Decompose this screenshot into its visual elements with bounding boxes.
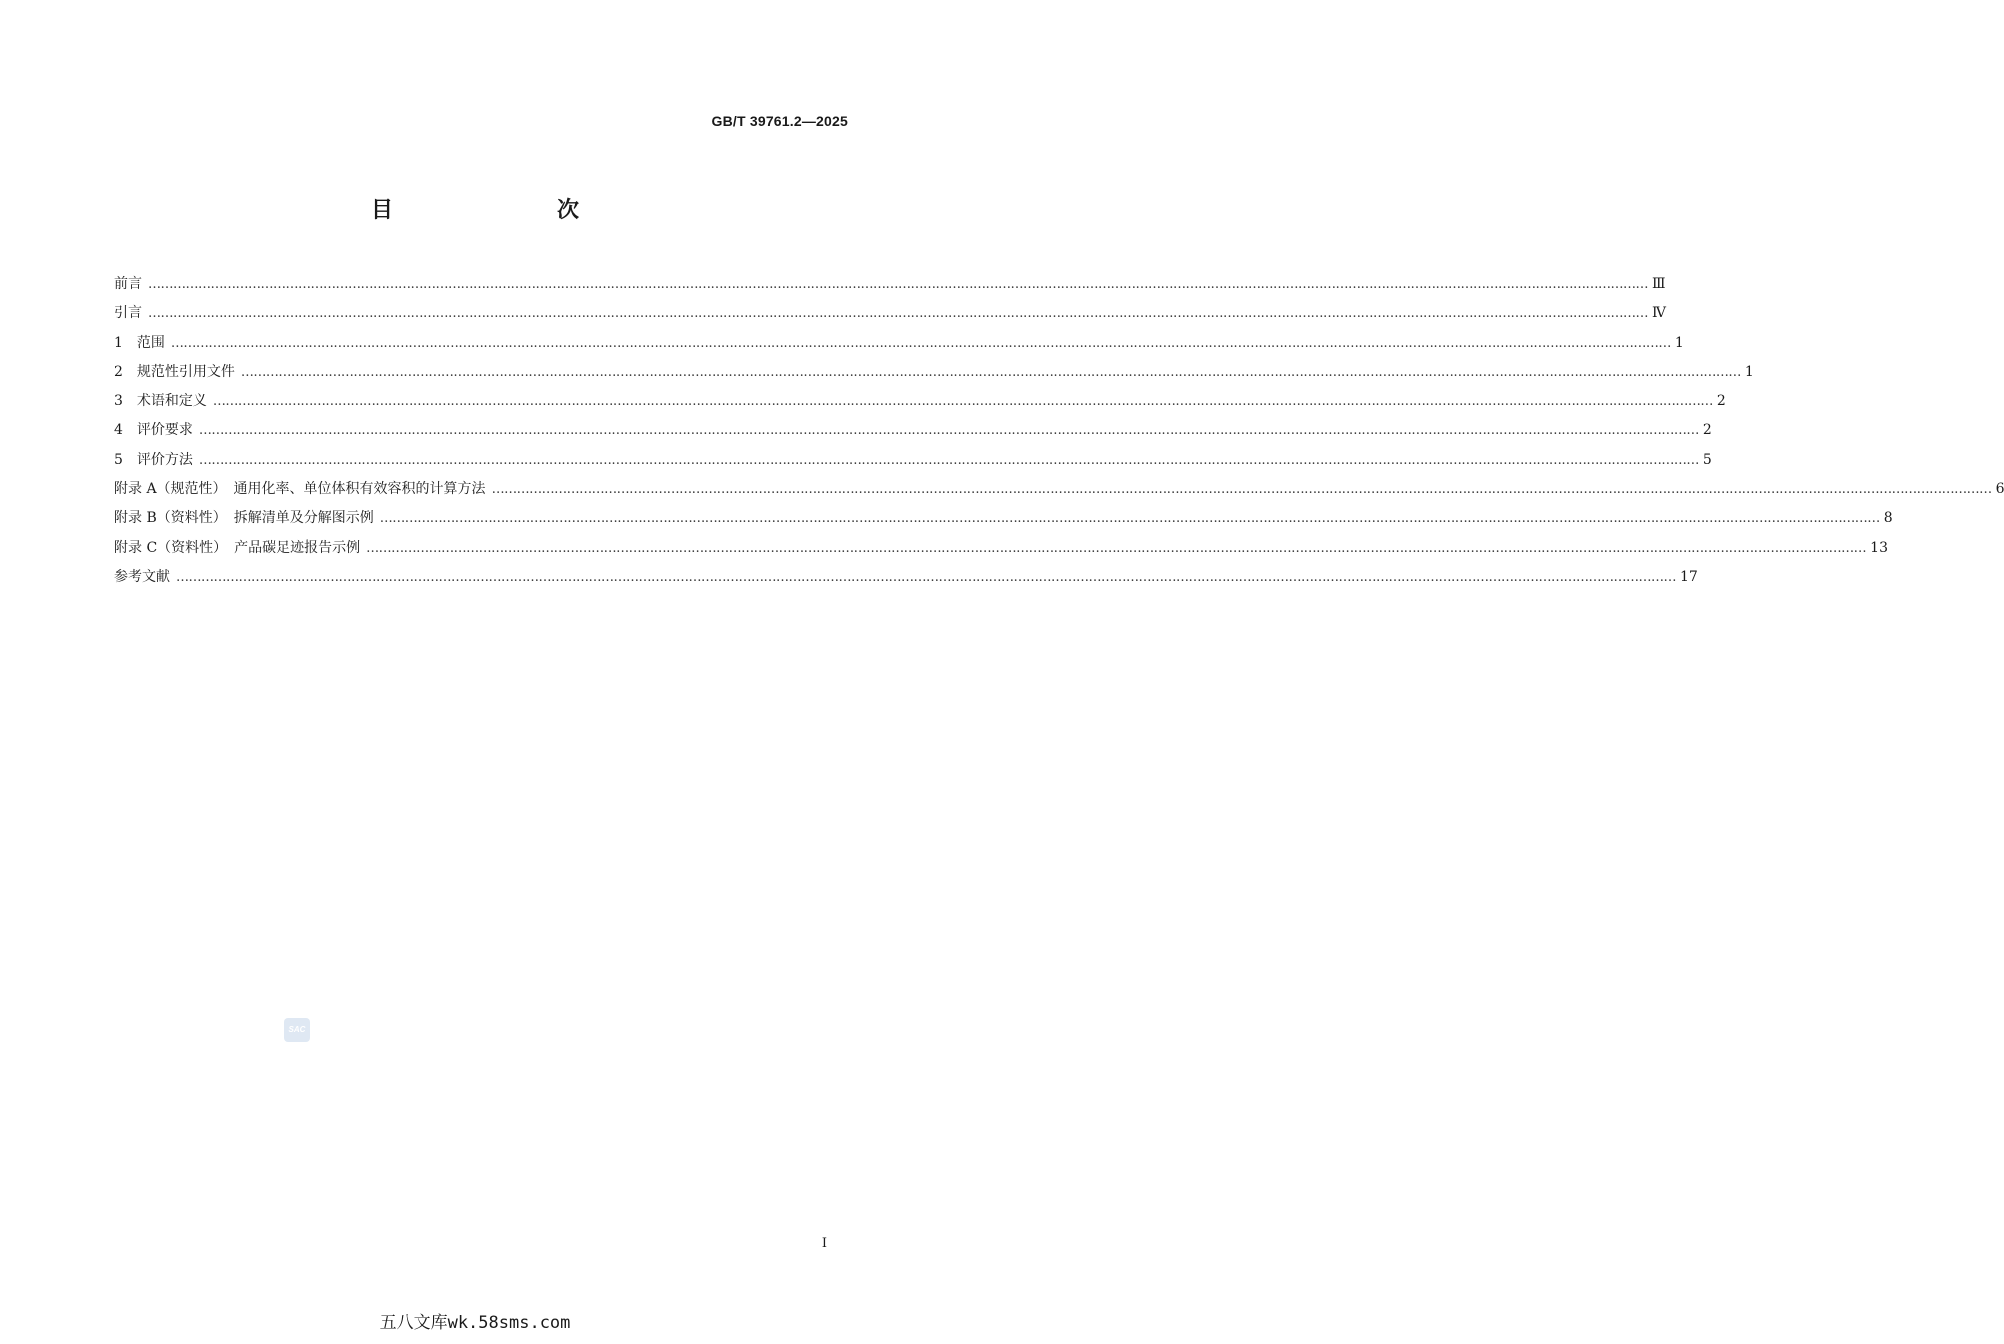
toc-entry-label: 附录 C（资料性） 产品碳足迹报告示例 bbox=[114, 539, 361, 556]
toc-leader-dots: ……………………………………………………………………………………………………………………………………………………………………………………………………………………………………………………………………………………………………………………………… bbox=[491, 482, 1992, 498]
toc-entry-label: 4 评价要求 bbox=[114, 422, 193, 439]
toc-entry-introduction[interactable] bbox=[114, 302, 1666, 331]
toc-entry-page: 1 bbox=[1674, 334, 1684, 351]
toc-leader-dots: ……………………………………………………………………………………………………………………………………………………………………………………………………………………………………………………………………………………………………………………………… bbox=[148, 277, 1648, 292]
toc-leader-dots: ……………………………………………………………………………………………………………………………………………………………………………………………………………………………………………………………………………………………………………………………… bbox=[176, 569, 1676, 585]
toc-entry-label: 附录 B（资料性） 拆解清单及分解图示例 bbox=[114, 510, 374, 527]
toc-leader-dots: ……………………………………………………………………………………………………………………………………………………………………………………………………………………………………………………………………………………………………………………………… bbox=[379, 511, 1880, 527]
toc-entry-label: 引言 bbox=[114, 305, 142, 322]
toc-entry-page: 2 bbox=[1702, 422, 1712, 439]
toc-entry-page: 13 bbox=[1870, 539, 1888, 556]
toc-leader-dots: ……………………………………………………………………………………………………………………………………………………………………………………………………………………………………………………………………………………………………………………………… bbox=[148, 306, 1648, 322]
toc-entry-page: 2 bbox=[1716, 393, 1726, 410]
toc-entry-bibliography[interactable] bbox=[114, 566, 1698, 595]
toc-entry-annex-b[interactable] bbox=[114, 507, 1893, 536]
toc-entry-terms[interactable] bbox=[114, 390, 1726, 419]
toc-entry-annex-a[interactable] bbox=[114, 478, 2004, 507]
toc-entry-page: 17 bbox=[1680, 568, 1698, 585]
toc-entry-page: Ⅲ bbox=[1652, 276, 1666, 292]
toc-entry-annex-c[interactable] bbox=[114, 537, 1888, 566]
standard-code: GB/T 39761.2—2025 bbox=[711, 113, 848, 129]
toc-entry-normative-references[interactable] bbox=[114, 361, 1754, 390]
toc-leader-dots: ……………………………………………………………………………………………………………………………………………………………………………………………………………………………………………………………………………………………………………………………… bbox=[198, 452, 1699, 468]
toc-entry-methods[interactable] bbox=[114, 449, 1712, 478]
toc-leader-dots: ……………………………………………………………………………………………………………………………………………………………………………………………………………………………………………………………………………………………………………………………… bbox=[240, 364, 1741, 380]
toc-entry-label: 附录 A（规范性） 通用化率、单位体积有效容积的计算方法 bbox=[114, 481, 486, 498]
toc-entry-label: 3 术语和定义 bbox=[114, 393, 207, 410]
toc-entry-page: 5 bbox=[1702, 451, 1712, 468]
sac-watermark-logo: SAC bbox=[284, 1018, 310, 1042]
toc-entry-foreword[interactable] bbox=[114, 273, 1666, 302]
toc-entry-label: 1 范围 bbox=[114, 334, 165, 351]
table-of-contents bbox=[114, 273, 2004, 595]
toc-entry-label: 前言 bbox=[114, 276, 142, 292]
toc-entry-requirements[interactable] bbox=[114, 419, 1712, 448]
toc-entry-label: 2 规范性引用文件 bbox=[114, 363, 235, 380]
toc-entry-page: 8 bbox=[1883, 510, 1893, 527]
toc-entry-page: 1 bbox=[1744, 363, 1754, 380]
toc-entry-page: 6 bbox=[1995, 481, 2004, 498]
toc-leader-dots: ……………………………………………………………………………………………………………………………………………………………………………………………………………………………………………………………………………………………………………………………… bbox=[170, 335, 1671, 351]
toc-entry-label: 参考文献 bbox=[114, 568, 170, 585]
page-number: I bbox=[821, 1236, 827, 1251]
toc-leader-dots: ……………………………………………………………………………………………………………………………………………………………………………………………………………………………………………………………………………………………………………………………… bbox=[212, 394, 1713, 410]
toc-entry-label: 5 评价方法 bbox=[114, 451, 193, 468]
toc-leader-dots: ……………………………………………………………………………………………………………………………………………………………………………………………………………………………………………………………………………………………………………………………… bbox=[366, 540, 1867, 556]
toc-leader-dots: ……………………………………………………………………………………………………………………………………………………………………………………………………………………………………………………………………………………………………………………………… bbox=[198, 423, 1699, 439]
toc-entry-scope[interactable] bbox=[114, 332, 1684, 361]
page-title: 目 次 bbox=[370, 198, 619, 223]
toc-entry-page: Ⅳ bbox=[1652, 305, 1666, 322]
footer-site-watermark: 五八文库wk.58sms.com bbox=[379, 1313, 571, 1333]
